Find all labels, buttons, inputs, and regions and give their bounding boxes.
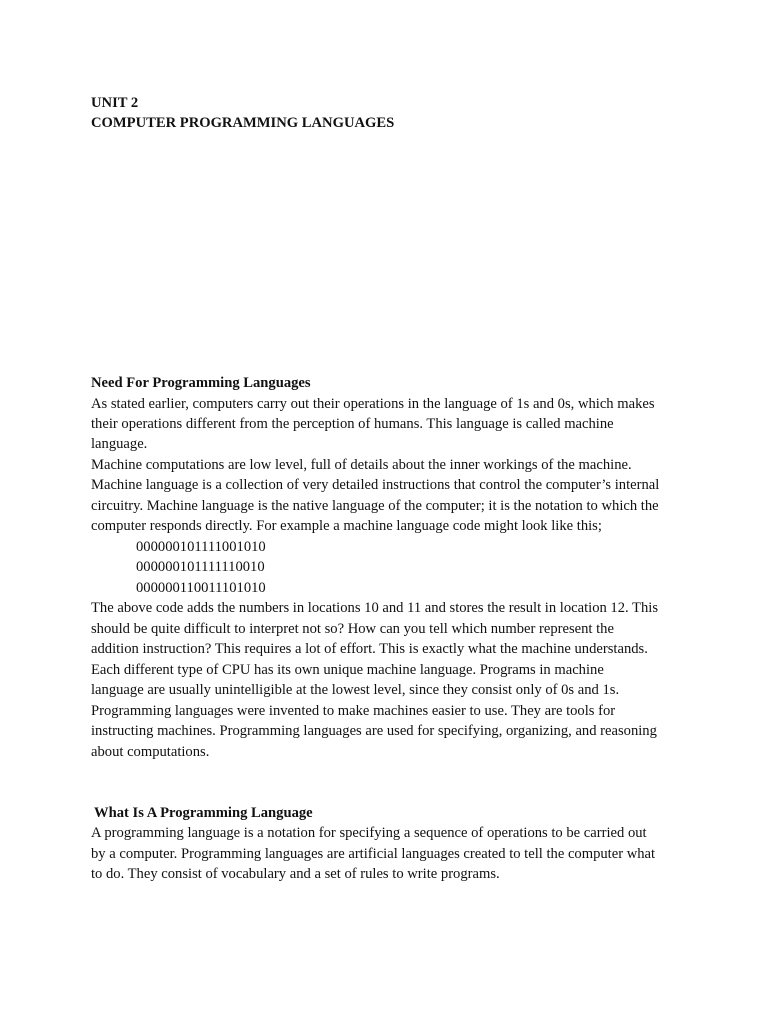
paragraph-line: circuitry. Machine language is the native language of the computer; it is the notation to which the (91, 498, 659, 514)
paragraph-line: should be quite difficult to interpret not so? How can you tell which number represent the (91, 621, 614, 637)
paragraph-line: to do. They consist of vocabulary and a set of rules to write programs. (91, 866, 500, 882)
code-line: 000000101111001010 (136, 539, 266, 555)
paragraph-line: As stated earlier, computers carry out their operations in the language of 1s and 0s, which makes (91, 396, 655, 412)
document-title: COMPUTER PROGRAMMING LANGUAGES (91, 115, 395, 131)
paragraph-line: Programming languages were invented to make machines easier to use. They are tools for (91, 703, 616, 719)
paragraph-line: instructing machines. Programming languages are used for specifying, organizing, and reasoning (91, 723, 657, 739)
paragraph-line: about computations. (91, 744, 210, 760)
code-line: 000000110011101010 (136, 580, 266, 596)
paragraph-line: Machine computations are low level, full of details about the inner workings of the machine. (91, 457, 632, 473)
section-heading-what: What Is A Programming Language (94, 805, 313, 821)
paragraph-line: computer responds directly. For example a machine language code might look like this; (91, 518, 602, 534)
paragraph-line: language are usually unintelligible at the lowest level, since they consist only of 0s and 1s. (91, 682, 620, 698)
paragraph-line: The above code adds the numbers in locations 10 and 11 and stores the result in location 12. This (91, 600, 659, 616)
paragraph-line: by a computer. Programming languages are artificial languages created to tell the computer what (91, 846, 656, 862)
paragraph-line: language. (91, 436, 148, 452)
paragraph-line: A programming language is a notation for specifying a sequence of operations to be carried out (91, 825, 647, 841)
paragraph-line: Machine language is a collection of very detailed instructions that control the computer’s internal (91, 477, 660, 493)
code-line: 000000101111110010 (136, 559, 265, 575)
unit-label: UNIT 2 (91, 95, 139, 111)
section-heading-need: Need For Programming Languages (91, 375, 311, 391)
paragraph-line: addition instruction? This requires a lot of effort. This is exactly what the machine understands. (91, 641, 648, 657)
paragraph-line: their operations different from the perception of humans. This language is called machine (91, 416, 614, 432)
paragraph-line: Each different type of CPU has its own unique machine language. Programs in machine (91, 662, 604, 678)
